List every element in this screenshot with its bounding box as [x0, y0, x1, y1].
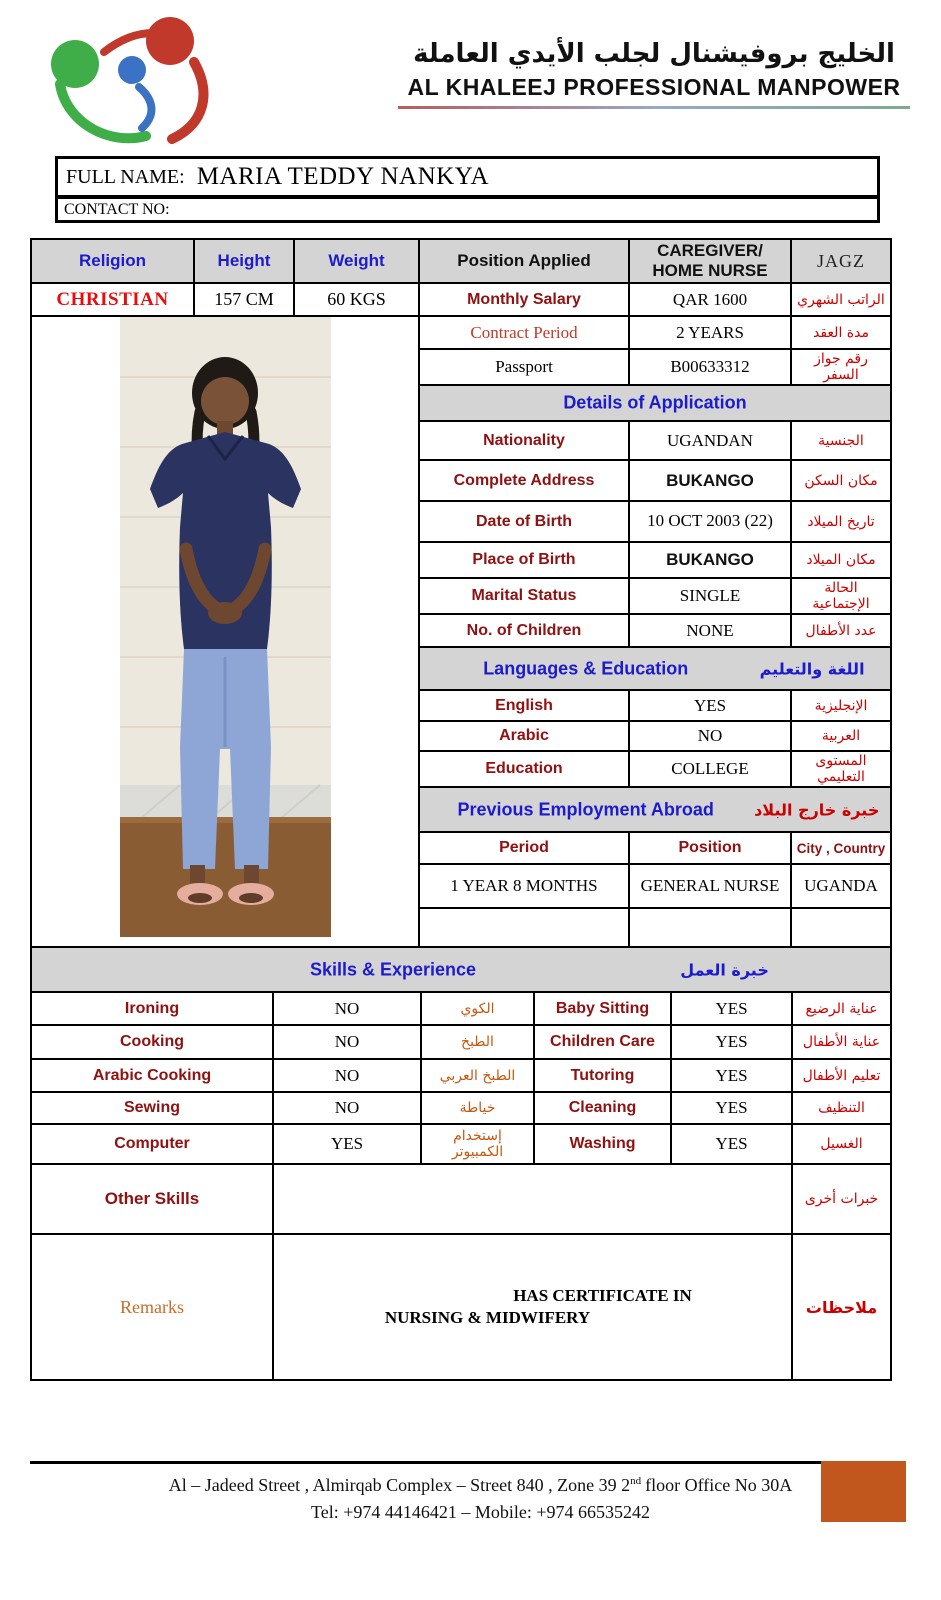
weight-value: 60 KGS: [294, 283, 419, 316]
languages-education-title: Languages & Education: [483, 658, 689, 678]
address-text-suffix: floor Office No 30A: [645, 1475, 793, 1495]
arabic-value: NO: [629, 721, 791, 751]
previous-employment-band: [419, 787, 891, 832]
header-weight: Weight: [294, 239, 419, 283]
footer-address-line: [20, 1468, 941, 1499]
languages-education-title-arabic: اللغة والتعليم: [759, 659, 865, 678]
ironing-value: NO: [273, 992, 421, 1025]
footer-divider-line: [30, 1461, 821, 1464]
details-of-application-title: Details of Application: [563, 392, 747, 413]
height-value: 157 CM: [194, 283, 294, 316]
applicant-code: JAGZ: [791, 239, 891, 283]
computer-value: YES: [273, 1124, 421, 1164]
skills-row: [31, 992, 891, 1025]
three-people-circle-logo: [42, 10, 220, 148]
skills-row: [31, 1059, 891, 1092]
remarks-arabic: ملاحظات: [792, 1234, 891, 1380]
skills-table: [30, 946, 892, 1381]
marital-status-value: SINGLE: [629, 578, 791, 614]
skills-row: [31, 1092, 891, 1124]
contact-no-box: [55, 196, 880, 223]
nationality-label: Nationality: [419, 421, 629, 460]
full-name-value: MARIA TEDDY NANKYA: [196, 163, 490, 190]
footer-phone-line: Tel: +974 44146421 – Mobile: +974 66535242: [310, 1502, 651, 1522]
cleaning-value: YES: [671, 1092, 792, 1124]
english-value: YES: [629, 690, 791, 721]
computer-label: Computer: [31, 1124, 273, 1164]
sewing-value: NO: [273, 1092, 421, 1124]
period-header: Period: [419, 832, 629, 864]
address-ordinal-sup: nd: [630, 1475, 642, 1487]
skills-band-row: [31, 947, 891, 992]
brand-title-arabic: الخليج بروفيشنال لجلب الأيدي العاملة: [413, 39, 895, 69]
contact-no-label: CONTACT NO:: [64, 200, 170, 218]
sewing-arabic: خياطة: [421, 1092, 534, 1124]
complete-address-label: Complete Address: [419, 460, 629, 501]
cleaning-arabic: التنظيف: [792, 1092, 891, 1124]
position-value-line2: HOME NURSE: [652, 261, 768, 280]
no-of-children-label: No. of Children: [419, 614, 629, 647]
baby-sitting-value: YES: [671, 992, 792, 1025]
header-height: Height: [194, 239, 294, 283]
arabic-cooking-arabic: الطبخ العربي: [421, 1059, 534, 1092]
footer-address-block: [0, 1468, 941, 1526]
position-header: Position: [629, 832, 791, 864]
table-row: [31, 283, 891, 316]
monthly-salary-value: QAR 1600: [629, 283, 791, 316]
header-position-applied: Position Applied: [419, 239, 629, 283]
employment-period-value: 1 YEAR 8 MONTHS: [419, 864, 629, 908]
contract-period-value: 2 YEARS: [629, 316, 791, 349]
place-of-birth-arabic: مكان الميلاد: [791, 542, 891, 578]
remarks-label: Remarks: [31, 1234, 273, 1380]
brand-underline: [398, 106, 910, 109]
remarks-line1: HAS CERTIFICATE IN: [513, 1286, 692, 1305]
skills-experience-title-arabic: خبرة العمل: [680, 960, 769, 979]
contract-period-arabic: مدة العقد: [791, 316, 891, 349]
monthly-salary-arabic: الراتب الشهري: [791, 283, 891, 316]
full-name-label: FULL NAME:: [66, 165, 185, 188]
date-of-birth-label: Date of Birth: [419, 501, 629, 542]
tutoring-label: Tutoring: [534, 1059, 671, 1092]
table-header-row: [31, 239, 891, 283]
previous-employment-title: Previous Employment Abroad: [457, 799, 714, 819]
position-value-line1: CAREGIVER/: [657, 241, 763, 261]
applicant-photo: [120, 317, 331, 937]
other-skills-row: [31, 1164, 891, 1234]
no-of-children-value: NONE: [629, 614, 791, 647]
other-skills-arabic: خبرات أخرى: [792, 1164, 891, 1234]
passport-arabic: رقم جواز السفر: [791, 349, 891, 385]
ironing-label: Ironing: [31, 992, 273, 1025]
complete-address-value: BUKANGO: [629, 460, 791, 501]
english-arabic: الإنجليزية: [791, 690, 891, 721]
marital-status-label: Marital Status: [419, 578, 629, 614]
cleaning-label: Cleaning: [534, 1092, 671, 1124]
other-skills-label: Other Skills: [31, 1164, 273, 1234]
other-skills-value: [273, 1164, 792, 1234]
arabic-arabic: العربية: [791, 721, 891, 751]
marital-status-arabic: الحالة الإجتماعية: [791, 578, 891, 614]
religion-value: CHRISTIAN: [31, 283, 194, 316]
details-of-application-band: [419, 385, 891, 421]
remarks-row: [31, 1234, 891, 1380]
education-value: COLLEGE: [629, 751, 791, 787]
city-country-header: City , Country: [791, 832, 891, 864]
passport-value: B00633312: [629, 349, 791, 385]
passport-label: Passport: [419, 349, 629, 385]
arabic-label: Arabic: [419, 721, 629, 751]
washing-arabic: الغسيل: [792, 1124, 891, 1164]
languages-education-band: [419, 647, 891, 690]
english-label: English: [419, 690, 629, 721]
ironing-arabic: الكوي: [421, 992, 534, 1025]
applicant-photo-cell: [31, 316, 419, 959]
skills-experience-band: [31, 947, 891, 992]
address-text: Al – Jadeed Street , Almirqab Complex – Street 840 , Zone 39 2: [168, 1475, 631, 1495]
agency-logo: [42, 10, 220, 148]
skills-experience-title: Skills & Experience: [309, 959, 477, 979]
tutoring-arabic: تعليم الأطفال: [792, 1059, 891, 1092]
place-of-birth-label: Place of Birth: [419, 542, 629, 578]
cooking-arabic: الطبخ: [421, 1025, 534, 1059]
skills-row: [31, 1124, 891, 1164]
brand-title-english: AL KHALEEJ PROFESSIONAL MANPOWER: [407, 73, 901, 100]
tutoring-value: YES: [671, 1059, 792, 1092]
date-of-birth-value: 10 OCT 2003 (22): [629, 501, 791, 542]
brand-block: [398, 38, 910, 109]
remarks-line2: NURSING & MIDWIFERY: [384, 1308, 591, 1327]
education-label: Education: [419, 751, 629, 787]
cooking-value: NO: [273, 1025, 421, 1059]
place-of-birth-value: BUKANGO: [629, 542, 791, 578]
washing-label: Washing: [534, 1124, 671, 1164]
children-care-value: YES: [671, 1025, 792, 1059]
position-applied-value: [629, 239, 791, 283]
children-care-arabic: عناية الأطفال: [792, 1025, 891, 1059]
contract-period-label: Contract Period: [419, 316, 629, 349]
application-table: [30, 238, 892, 960]
no-of-children-arabic: عدد الأطفال: [791, 614, 891, 647]
children-care-label: Children Care: [534, 1025, 671, 1059]
header-religion: Religion: [31, 239, 194, 283]
nationality-value: UGANDAN: [629, 421, 791, 460]
monthly-salary-label: Monthly Salary: [419, 283, 629, 316]
employment-city-value: UGANDA: [791, 864, 891, 908]
arabic-cooking-label: Arabic Cooking: [31, 1059, 273, 1092]
previous-employment-title-arabic: خبرة خارج البلاد: [754, 800, 880, 819]
sewing-label: Sewing: [31, 1092, 273, 1124]
date-of-birth-arabic: تاريخ الميلاد: [791, 501, 891, 542]
table-row: [31, 316, 891, 349]
baby-sitting-arabic: عناية الرضيع: [792, 992, 891, 1025]
arabic-cooking-value: NO: [273, 1059, 421, 1092]
employment-position-value: GENERAL NURSE: [629, 864, 791, 908]
cooking-label: Cooking: [31, 1025, 273, 1059]
baby-sitting-label: Baby Sitting: [534, 992, 671, 1025]
education-arabic: المستوى التعليمي: [791, 751, 891, 787]
washing-value: YES: [671, 1124, 792, 1164]
complete-address-arabic: مكان السكن: [791, 460, 891, 501]
skills-row: [31, 1025, 891, 1059]
full-name-box: [55, 156, 880, 198]
remarks-value: [273, 1234, 792, 1380]
computer-arabic: إستخدام الكمبيوتر: [421, 1124, 534, 1164]
nationality-arabic: الجنسية: [791, 421, 891, 460]
